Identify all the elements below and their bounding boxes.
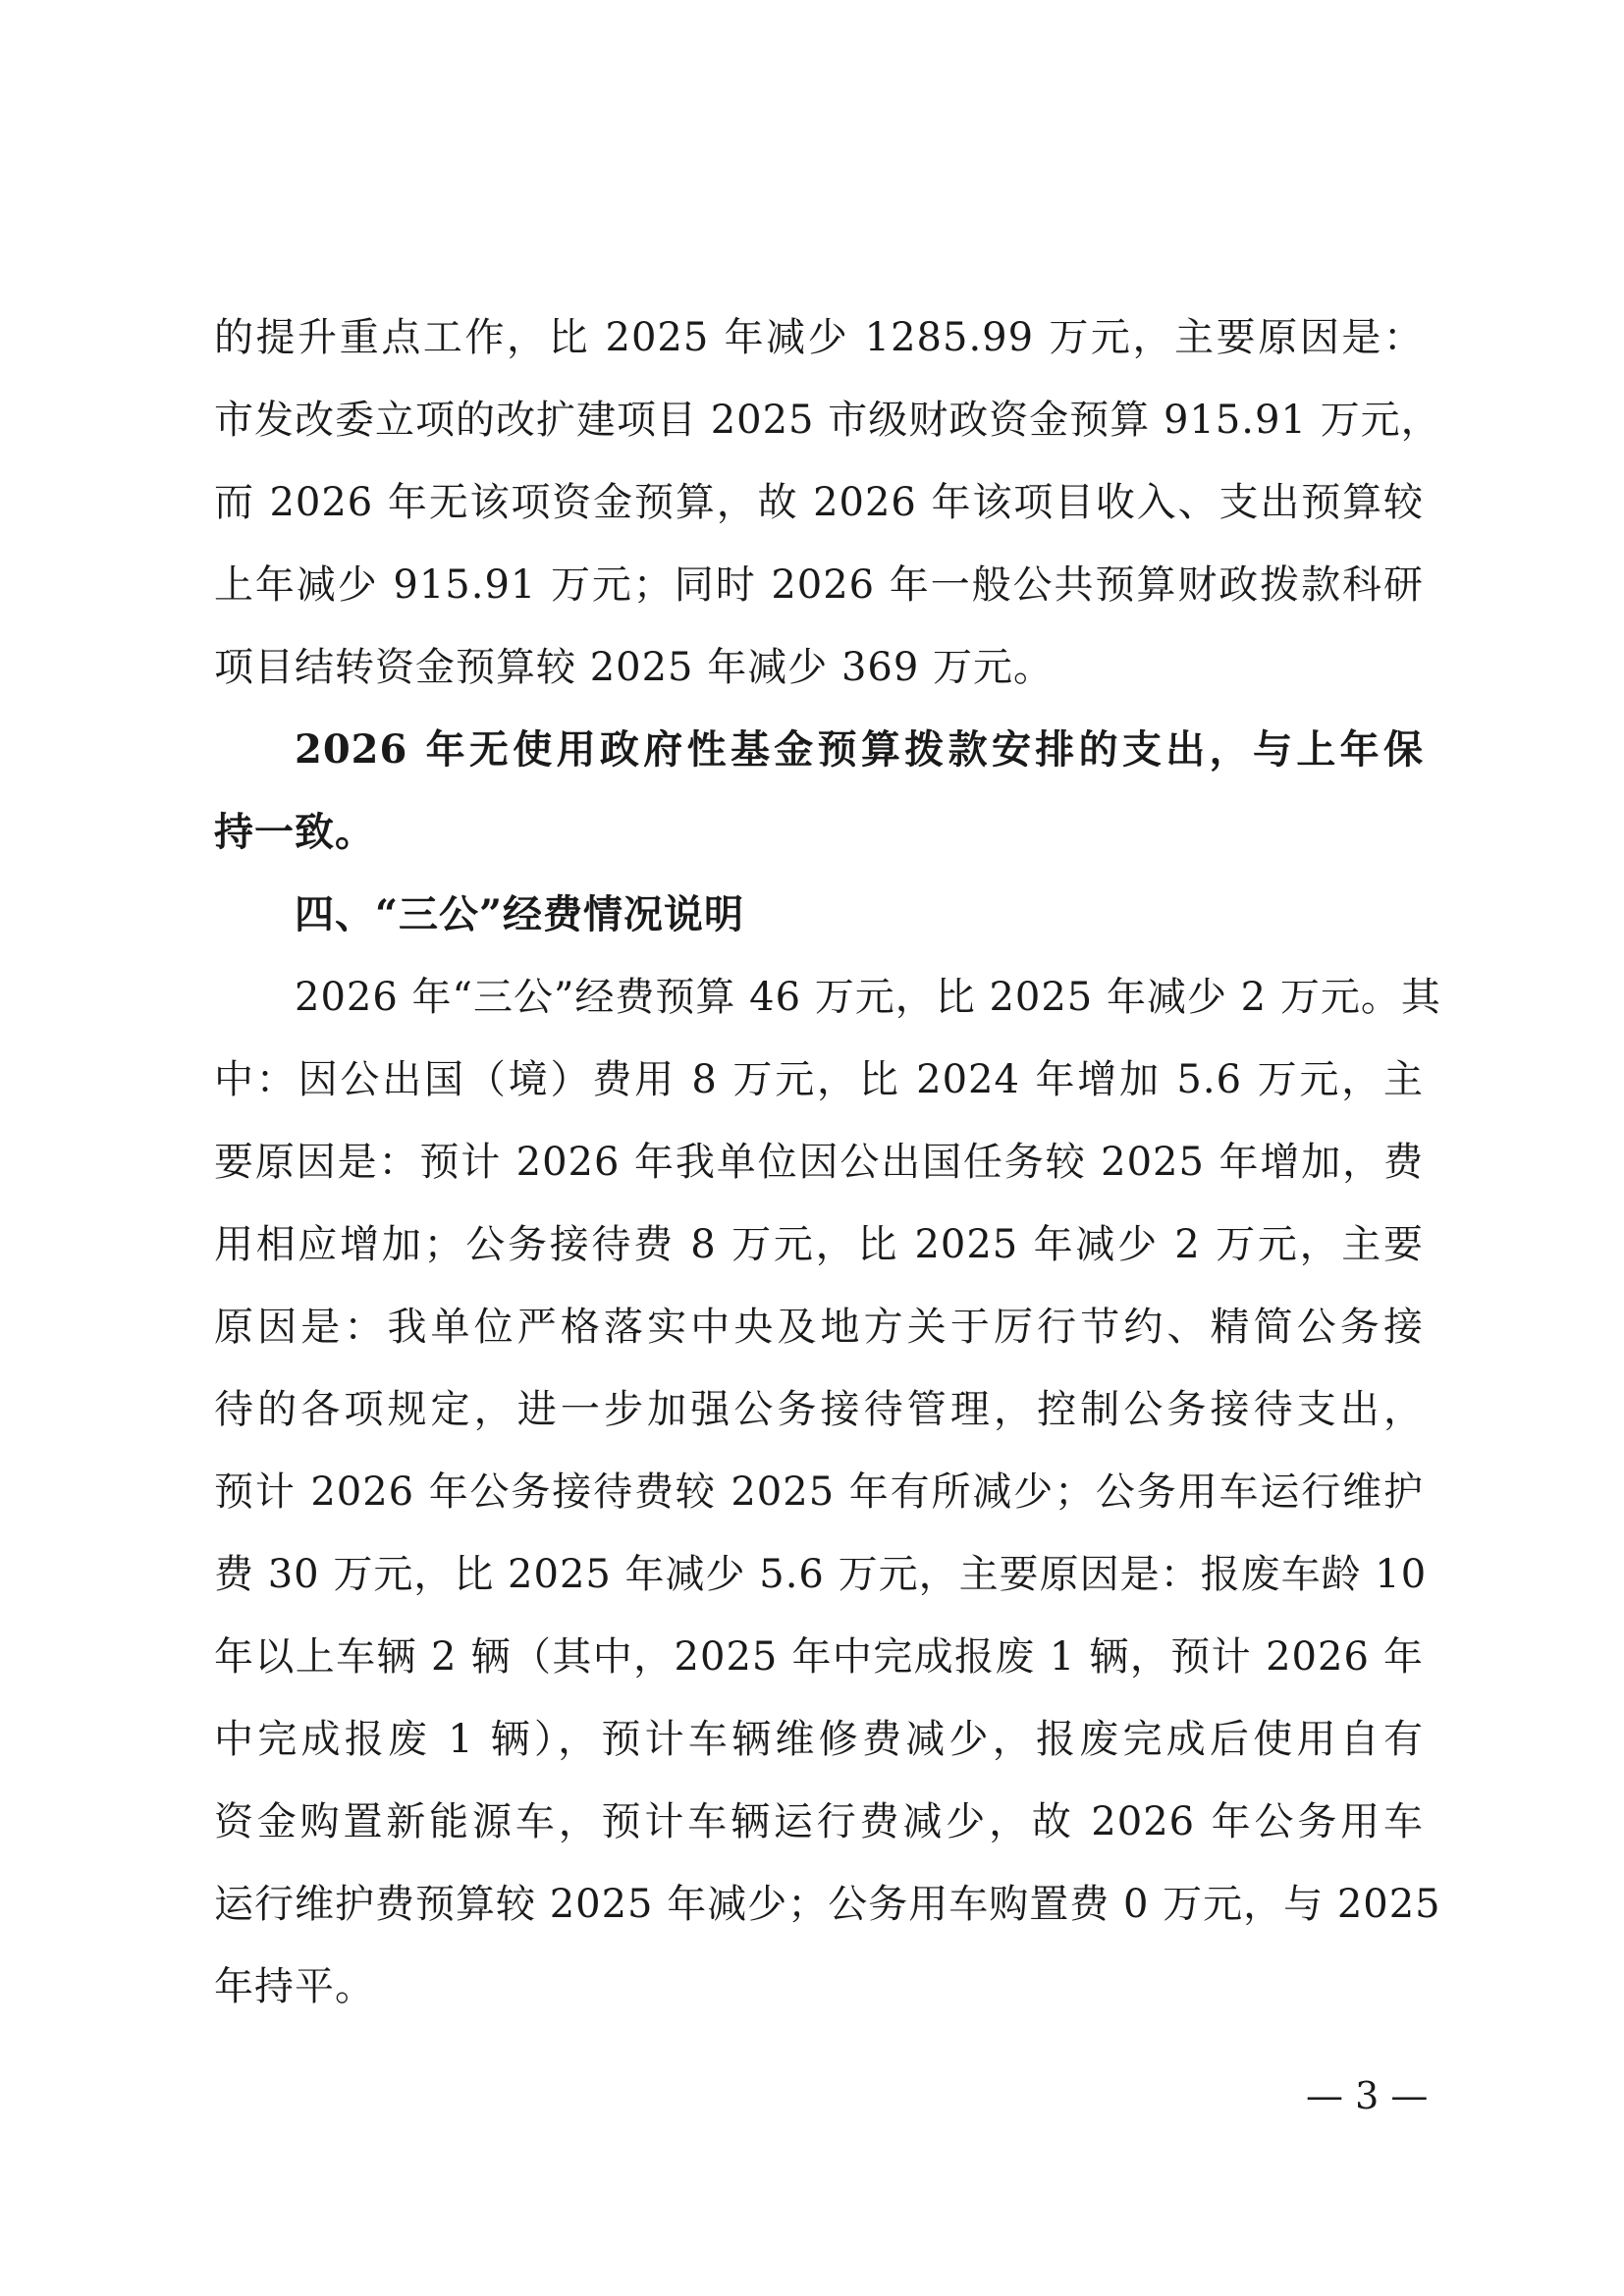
- paragraph-1-line-3: 而 2026 年无该项资金预算，故 2026 年该项目收入、支出预算较: [214, 480, 1424, 525]
- paragraph-1-line-2: 市发改委立项的改扩建项目 2025 市级财政资金预算 915.91 万元，: [214, 398, 1441, 443]
- paragraph-3-line-10: 中完成报废 1 辆），预计车辆维修费减少，报废完成后使用自有: [214, 1717, 1424, 1762]
- paragraph-3-line-11: 资金购置新能源车，预计车辆运行费减少，故 2026 年公务用车: [214, 1799, 1424, 1844]
- page-number: — 3 —: [1306, 2074, 1429, 2117]
- section-heading: 四、“三公”经费情况说明: [295, 891, 745, 937]
- paragraph-3-line-4: 用相应增加；公务接待费 8 万元，比 2025 年减少 2 万元，主要: [214, 1222, 1424, 1267]
- paragraph-3-line-3: 要原因是：预计 2026 年我单位因公出国任务较 2025 年增加，费: [214, 1140, 1424, 1185]
- paragraph-1-line-1: 的提升重点工作，比 2025 年减少 1285.99 万元，主要原因是：: [214, 315, 1424, 360]
- paragraph-3-line-1: 2026 年“三公”经费预算 46 万元，比 2025 年减少 2 万元。其: [295, 975, 1441, 1020]
- paragraph-3-line-12: 运行维护费预算较 2025 年减少；公务用车购置费 0 万元，与 2025: [214, 1882, 1441, 1927]
- paragraph-3-line-8: 费 30 万元，比 2025 年减少 5.6 万元，主要原因是：报废车龄 10: [214, 1552, 1428, 1597]
- paragraph-1-line-5: 项目结转资金预算较 2025 年减少 369 万元。: [214, 645, 1055, 690]
- paragraph-2-line-1: 2026 年无使用政府性基金预算拨款安排的支出，与上年保: [295, 726, 1424, 773]
- paragraph-3-line-5: 原因是：我单位严格落实中央及地方关于厉行节约、精简公务接: [214, 1305, 1424, 1350]
- paragraph-1-line-4: 上年减少 915.91 万元；同时 2026 年一般公共预算财政拨款科研: [214, 562, 1424, 608]
- paragraph-3-line-6: 待的各项规定，进一步加强公务接待管理，控制公务接待支出，: [214, 1387, 1424, 1432]
- paragraph-2-line-2: 持一致。: [214, 809, 375, 855]
- paragraph-3-line-13: 年持平。: [214, 1964, 375, 2009]
- paragraph-3-line-2: 中：因公出国（境）费用 8 万元，比 2024 年增加 5.6 万元，主: [214, 1057, 1424, 1102]
- paragraph-3-line-9: 年以上车辆 2 辆（其中，2025 年中完成报废 1 辆，预计 2026 年: [214, 1634, 1424, 1680]
- paragraph-3-line-7: 预计 2026 年公务接待费较 2025 年有所减少；公务用车运行维护: [214, 1469, 1424, 1515]
